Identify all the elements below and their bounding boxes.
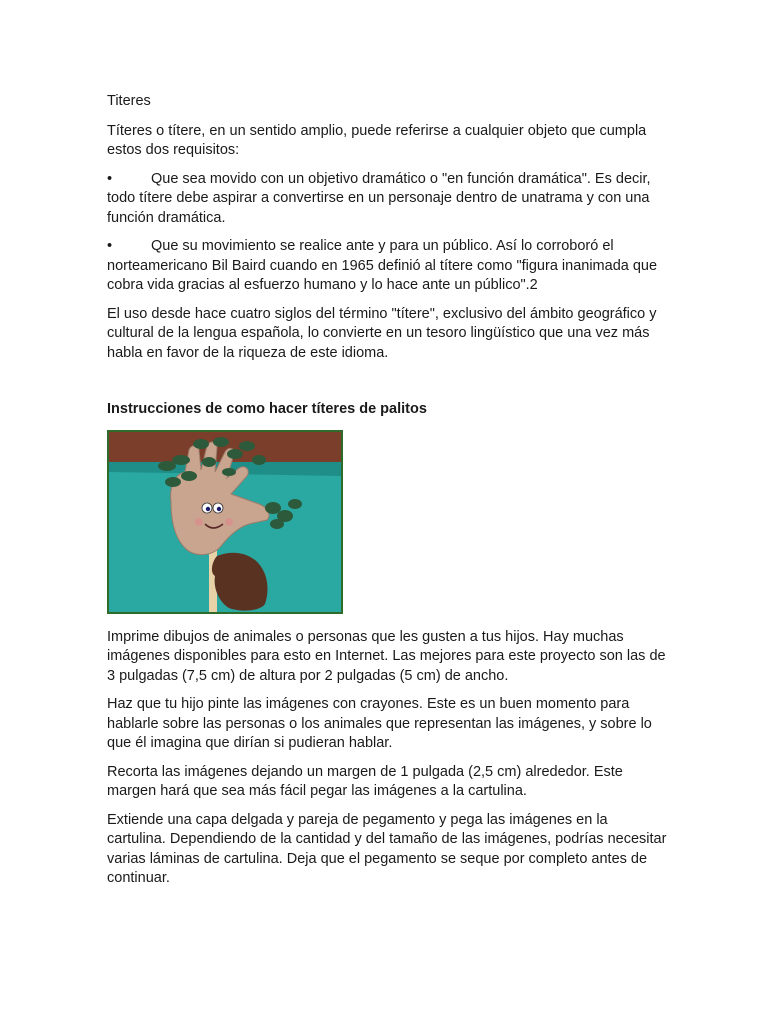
bullet-marker: • (107, 238, 113, 254)
hand-puppet-illustration (109, 432, 341, 612)
history-paragraph: El uso desde hace cuatro siglos del término "títere", exclusivo del ámbito geográfico y cultural de la lengua española, lo convierte en un tesoro lingüístico que una vez más habla en favor de la riqueza de este idioma. (107, 305, 657, 361)
bullet-item (107, 237, 667, 296)
puppet-cheek (195, 518, 203, 526)
document-title: Titeres (107, 93, 151, 109)
hand-puppet-photo (107, 430, 343, 614)
bullet-text: Que su movimiento se realice ante y para un público. Así lo corroboró el norteamericano Bil Baird cuando en 1965 definió al títere como "figura inanimada que cobra vida gracias al esfuerzo humano y lo hace ante un público".2 (107, 238, 658, 293)
puppet-cheek (225, 518, 233, 526)
step-paragraph: Extiende una capa delgada y pareja de pegamento y pega las imágenes en la cartulina. Dependiendo de la cantidad y del tamaño de las imágenes, podrías necesitar varias láminas de cartulina. Deja que el pegamento se seque por completo antes de continuar. (107, 811, 667, 886)
document-page (107, 92, 667, 898)
step-paragraph: Haz que tu hijo pinte las imágenes con crayones. Este es un buen momento para hablarle sobre las personas o los animales que representan las imágenes, y sobre lo que él imagina que dirían si pudieran hablar. (107, 696, 652, 751)
bullet-marker: • (107, 170, 113, 187)
bullet-text: Que sea movido con un objetivo dramático o "en función dramática". Es decir, todo títere debe aspirar a convertirse en un personaje dentro de unatrama y con una función dramática. (107, 170, 651, 226)
bullet-item (107, 170, 667, 229)
intro-paragraph: Títeres o títere, en un sentido amplio, puede referirse a cualquier objeto que cumpla estos dos requisitos: (107, 122, 647, 158)
step-paragraph: Recorta las imágenes dejando un margen de 1 pulgada (2,5 cm) alrededor. Este margen hará que sea más fácil pegar las imágenes a la cartulina. (107, 763, 623, 799)
section-heading: Instrucciones de como hacer títeres de palitos (107, 401, 427, 417)
step-paragraph: Imprime dibujos de animales o personas que les gusten a tus hijos. Hay muchas imágenes disponibles para esto en Internet. Las mejores para este proyecto son las de 3 pulgadas (7,5 cm) de altura por 2 pulgadas (5 cm) de ancho. (107, 628, 666, 684)
